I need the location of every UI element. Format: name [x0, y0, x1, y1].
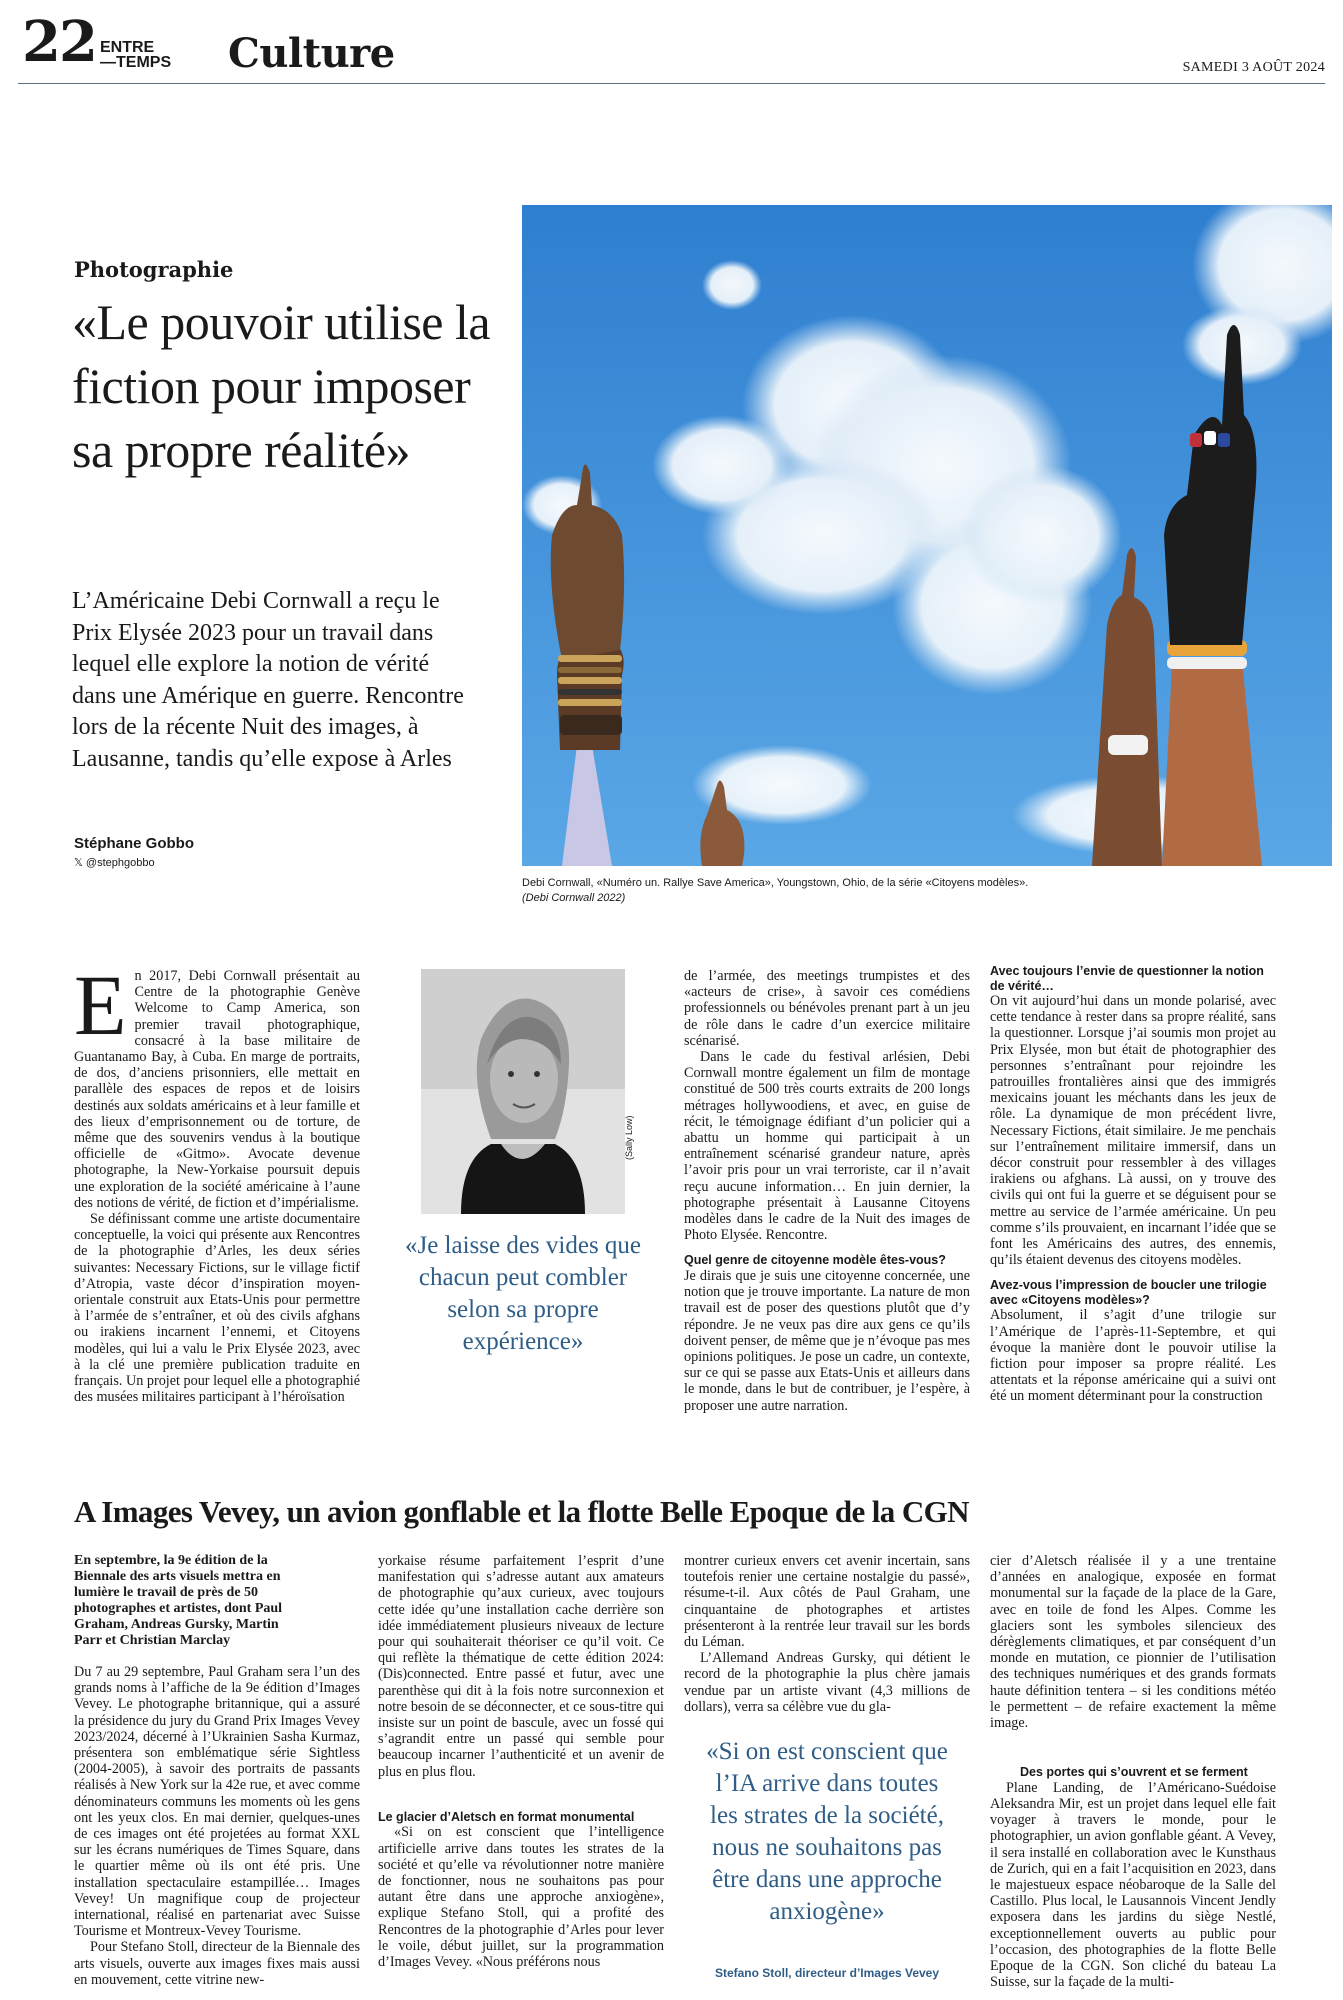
body-paragraph: cier d’Aletsch réalisée il y a une trentaine d’années en analogique, exposée en format monumental sur la façade de la place de la Gare, avec en toile de fond les Alpes. Comme les glaciers sont les symboles silencieux des dérèglements climatiques, et par conséquent d’un monde en mutation, ce pionnier de l’utilisation des techniques numériques et des grands formats haute définition tentera – si les conditions météo le permettent – de refaire exactement la même image. — [990, 1553, 1276, 1732]
body-paragraph: de l’armée, des meetings trumpistes et des «acteurs de crise», à savoir ces comédiens professionnels ou bénévoles prenant part à un jeu de rôle dans le cadre d’un exercice militaire scénarisé. — [684, 968, 970, 1049]
header-rule — [18, 83, 1325, 84]
body-paragraph: «Si on est conscient que l’intelligence artificielle arrive dans toutes les strates de la société et qu’elle va révolutionner notre manière de fonctionner, nous ne souhaitons pas pour autant être dans une approche anxiogène», explique Stefano Stoll, qui a profité des Rencontres de la photographie d’Arles pour lever le voile, début juillet, sur la programmation d’Images Vevey. «Nous préférons nous — [378, 1824, 664, 1970]
page-number: 22 — [22, 9, 96, 75]
article-author: Stéphane Gobbo — [74, 835, 194, 852]
portrait-credit: (Sally Low) — [624, 1115, 634, 1160]
article2-column-2 — [378, 1553, 664, 1970]
brand-logo — [100, 40, 171, 70]
body-paragraph: Plane Landing, de l’Américano-Suédoise Aleksandra Mir, est un projet dans lequel elle fait voyager à travers le monde, pour le photographier, un avion gonflable géant. A Vevey, il sera installé en collaboration avec le Kunsthaus de Zurich, qui en a fait l’acquisition en 2023, dans le majestueux espace néobaroque de la Salle del Castillo. Plus local, le Lausannois Vincent Jendly exposera dans les jardins du siège Nestlé, exceptionnellement ouverts au public pour l’occasion, des photographies de la flotte Belle Epoque de la CGN. Son cliché du bateau La Suisse, sur la façade de la multi- — [990, 1779, 1276, 1991]
article2-pullquote: «Si on est conscient que l’IA arrive dans toutes les strates de la société, nous ne souhaitons pas être dans une approche anxiogène» — [706, 1738, 948, 1925]
drop-cap: E — [74, 957, 127, 1053]
section-title: Culture — [228, 30, 395, 77]
photo-caption-text: Debi Cornwall, «Numéro un. Rallye Save America», Youngstown, Ohio, de la série «Citoyens modèles». — [522, 877, 1029, 889]
article-column-1 — [74, 957, 361, 1406]
interview-question: Quel genre de citoyenne modèle êtes-vous? — [684, 1253, 946, 1268]
article-pullquote: «Je laisse des vides que chacun peut combler selon sa propre expérience» — [404, 1232, 642, 1355]
brand-line-2: —TEMPS — [100, 54, 172, 71]
article-column-4 — [990, 964, 1276, 1405]
article2-headline: A Images Vevey, un avion gonflable et la flotte Belle Epoque de la CGN — [74, 1494, 969, 1529]
photo-credit: (Debi Cornwall 2022) — [522, 892, 626, 904]
body-paragraph — [74, 957, 360, 1211]
article-lead: L’Américaine Debi Cornwall a reçu le Prix Elysée 2023 pour un travail dans lequel elle explore la notion de vérité dans une Amérique en guerre. Rencontre lors de la récente Nuit des images, à Lausanne, tandis qu’elle expose à Arles — [72, 588, 464, 772]
portrait-illustration — [421, 969, 625, 1214]
article-kicker: Photographie — [74, 257, 234, 282]
interview-answer: On vit aujourd’hui dans un monde polarisé, avec cette tendance à rester dans sa propre réalité, sans la questionner. Lorsque j’ai soumis mon projet au Prix Elysée, mon but était de photographier des personnes s’entraînant pour rejoindre les patrouilles frontalières ainsi que des immigrés mexicains jouant les méchants dans les jeux de rôle. La dynamique de mon précédent livre, Necessary Fictions, était similaire. Je me penchais sur l’entraînement militaire immersif, dans un décor construit pour ressembler à des villages irakiens ou afghans. Là aussi, on y trouve des civils qui ont fui la guerre et se déguisent pour se mettre au service de l’armée américaine. Un peu comme s’ils prouvaient, en incarnant l’idée que se font les Américains des autres, des ennemis, qu’ils étaient devenus des citoyens modèles. — [990, 993, 1276, 1269]
article2-column-4 — [990, 1553, 1276, 1990]
body-paragraph: Pour Stefano Stoll, directeur de la Biennale des arts visuels, ouverte aux images fixes mais aussi en mouvement, cette vitrine new- — [74, 1939, 360, 1988]
body-paragraph: Du 7 au 29 septembre, Paul Graham sera l’un des grands noms à l’affiche de la 9e édition d’Images Vevey. Le photographe britannique, qui a assuré la présidence du jury du Grand Prix Images Vevey 2023/2024, décerné à l’Ukrainien Sasha Kurmaz, présentera son emblématique série Sightless (2004-2005), à savoir des portraits de passants réalisés à New York sur la 42e rue, et avec comme dénominateurs communs les moments où les gens ont les yeux clos. En mai dernier, quelques-unes de ces images ont été projetées au format XXL sur les écrans numériques de Times Square, dans le quartier même où ils ont été pris. Une installation spectaculaire estampillée… Images Vevey! Un magnifique coup de projecteur international, réalisé en partenariat avec Suisse Tourisme et Montreux-Vevey Tourisme. — [74, 1664, 361, 1940]
photo-caption — [522, 876, 1028, 906]
article2-column-1 — [74, 1664, 360, 1988]
interview-answer: Je dirais que je suis une citoyenne concernée, une notion que je trouve importante. La nature de mon travail est de poser des questions plutôt que d’y répondre. Je ne veux pas dire aux gens ce qu’ils doivent penser, de même que je n’évoque pas mes opinions politiques. Je pose un cadre, un contexte, sur ce qui se passe aux Etats-Unis et ailleurs dans le monde, dans le but de contribuer, je l’espère, à proposer une autre narration. — [684, 1267, 970, 1414]
portrait-photo — [421, 969, 625, 1214]
article2-lead: En septembre, la 9e édition de la Biennale des arts visuels mettra en lumière le travail de près de 50 photographes et artistes, dont Paul Graham, Andreas Gursky, Martin Parr et Christian Marclay — [74, 1553, 283, 1648]
article2-column-3 — [684, 1553, 970, 1715]
brand-line-1: ENTRE — [100, 39, 155, 56]
subheading: Des portes qui s’ouvrent et se ferment — [1020, 1765, 1248, 1780]
body-paragraph: Dans le cade du festival arlésien, Debi Cornwall montre également un film de montage constitué de 500 très courts extraits de 200 longs métrages hollywoodiens, et avec, en guise de récit, le témoignage édifiant d’un policier qui a abattu un homme qui participait à un entraînement scénarisé grandeur nature, après l’avoir pris pour un vrai terroriste, car il n’avait reçu aucune information… En juin dernier, la photographe présentait à Lausanne Citoyens modèles dans le cadre de la Nuit des images de Photo Elysée. Rencontre. — [684, 1049, 970, 1244]
subheading: Le glacier d’Aletsch en format monumental — [378, 1809, 635, 1824]
author-handle[interactable]: 𝕏 @stephgobbo — [74, 857, 155, 869]
article-headline: «Le pouvoir utilise la fiction pour imposer sa propre réalité» — [72, 294, 491, 478]
article-column-3 — [684, 968, 970, 1414]
sky-with-raised-hands-illustration — [522, 205, 1332, 866]
main-photo — [522, 205, 1332, 866]
issue-date: SAMEDI 3 AOÛT 2024 — [1182, 60, 1325, 75]
pullquote-attribution: Stefano Stoll, directeur d’Images Vevey — [714, 1966, 940, 1980]
interview-question: Avez-vous l’impression de boucler une trilogie avec «Citoyens modèles»? — [990, 1278, 1267, 1307]
interview-question: Avec toujours l’envie de questionner la notion de vérité… — [990, 964, 1264, 993]
body-paragraph: yorkaise résume parfaitement l’esprit d’une manifestation qui s’adresse autant aux amateurs de photographie qu’aux curieux, avec toujours cette idée qu’une installation cache derrière son idée immédiatement plusieurs niveaux de lecture pour qui souhaiterait théoriser ce qu’il voit. Ce qui reflète la thématique de cette édition 2024: (Dis)connected. Entre passé et futur, avec une parenthèse qui dit à la fois notre surconnexion et notre besoin de se déconnecter, et ce sous-titre qui insiste sur un point de bascule, avec un fossé qui s’agrandit entre un passé qui semble pour beaucoup incarner l’authenticité et un avenir de plus en plus flou. — [378, 1553, 664, 1780]
body-paragraph: Se définissant comme une artiste documentaire conceptuelle, la voici qui présente aux Rencontres de la photographie d’Arles, les deux séries suivantes: Necessary Fictions, sur le village fictif d’Atropia, vaste décor d’inspiration moyen-orientale construit aux Etats-Unis pour permettre à l’armée de s’entraîner, et où des civils afghans ou irakiens incarnent l’ennemi, et Citoyens modèles, qui lui a valu le Prix Elysée 2023, avec à la clé une première publication traduite en français. Un projet pour lequel elle a photographié des musées militaires participant à l’héroïsation — [74, 1211, 361, 1406]
body-text: n 2017, Debi Cornwall présentait au Centre de la photographie Genève Welcome to Camp America, son premier travail photographique, consacré à la base militaire de Guantanamo Bay, à Cuba. En marge de portraits, de dos, d’anciens prisonniers, elle mettait en parallèle des espaces de repos et de loisirs destinés aux soldats américains et à leur famille et des lieux d’emprisonnement ou de torture, de même que des souvenirs vendus à la boutique officielle de «Gitmo». Avocate devenue photographe, la New-Yorkaise poursuit depuis une exploration de la société américaine à l’aune des notions de vérité, de fiction et d’impérialisme. — [74, 968, 360, 1211]
interview-answer: Absolument, il s’agit d’une trilogie sur l’Amérique de l’après-11-Septembre, et qui évoque la manière dont le pouvoir utilise la fiction pour imposer sa propre réalité. Les attentats et la réponse américaine qui a suivi ont été un moment déterminant pour la construction — [990, 1307, 1276, 1405]
body-paragraph: L’Allemand Andreas Gursky, qui détient le record de la photographie la plus chère jamais vendue par un artiste vivant (4,3 millions de dollars), verra sa célèbre vue du gla- — [684, 1650, 970, 1715]
body-paragraph: montrer curieux envers cet avenir incertain, sans toutefois renier une certaine nostalgie du passé», résume-t-il. Aux côtés de Paul Graham, une cinquantaine de photographes et artistes présenteront à la rentrée leur travail sur les bords du Léman. — [684, 1553, 970, 1651]
